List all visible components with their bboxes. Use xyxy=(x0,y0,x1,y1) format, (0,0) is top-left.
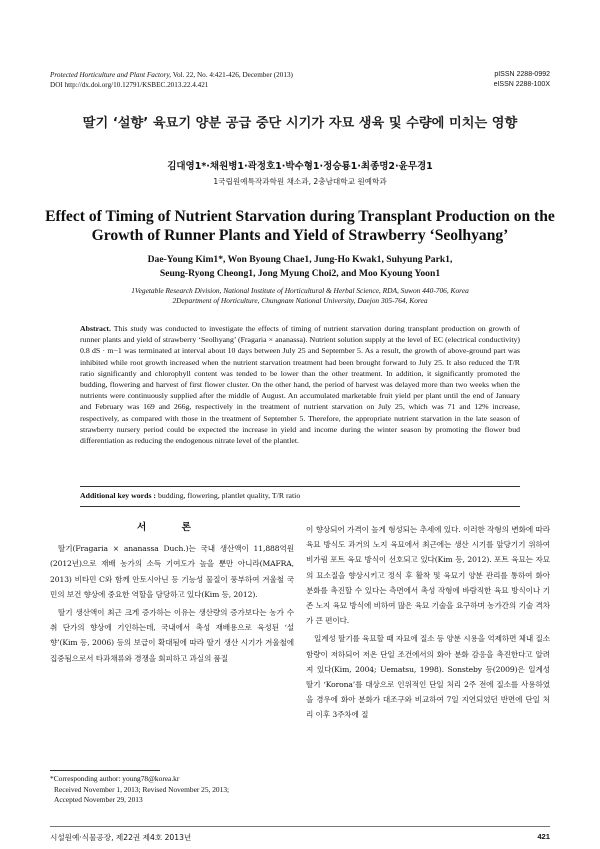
english-title: Effect of Timing of Nutrient Starvation during Transplant Production on the Growth of Runner Plants and Yield of Strawberry ‘Seolhyang’ xyxy=(45,208,555,244)
volume-info: Vol. 22, No. 4:421-426, December (2013) xyxy=(171,71,293,79)
keywords xyxy=(80,491,520,500)
corresponding-author: *Corresponding author: young78@korea.kr xyxy=(50,774,180,783)
section-heading: 서 론 xyxy=(137,522,207,533)
keywords-text: budding, flowering, plantlet quality, T/R ratio xyxy=(156,491,301,500)
footer-journal: 시설원예·식물공장, 제22권 제4호 2013년 xyxy=(50,833,192,842)
abstract-label: Abstract. xyxy=(80,324,111,333)
citation-block xyxy=(50,70,293,90)
eissn: eISSN 2288-100X xyxy=(493,81,550,88)
body-paragraph: 딸기 생산액이 최근 크게 증가하는 이유는 생산량의 증가보다는 농가 수취 단가의 향상에 기인하는데, 국내에서 촉성 재배용으로 육성된 ‘설향’(Kim 등, 2006) 등의 보급이 확대됨에 따라 딸기 생산 시기가 겨울철에 집중됨으로서 타과채류와 경쟁을 회피하고 과실의 품질 xyxy=(50,608,294,663)
body-paragraph: 딸기(Fragaria × ananassa Duch.)는 국내 생산액이 11,888억원(2012년)으로 재배 농가의 소득 기여도가 높을 뿐만 아니라(MAFRA, 2013) 비타민 C와 함께 안토시아닌 등 기능성 물질이 풍부하여 겨울철 국민의 보건 향상에 중요한 역할을 담당하고 있다(Kim 등, 2012). xyxy=(50,544,294,599)
korean-affiliations: 1국립원예특작과학원 채소과, 2충남대학교 원예학과 xyxy=(213,177,387,186)
doi-link[interactable]: DOI http://dx.doi.org/10.12791/KSBEC.2013.22.4.421 xyxy=(50,81,209,89)
affiliation-2: 2Department of Horticulture, Chungnam National University, Daejon 305-764, Korea xyxy=(172,296,428,305)
keywords-rule-top xyxy=(80,486,520,487)
abstract xyxy=(80,323,520,446)
body-paragraph: 일계성 딸기를 육묘할 때 자묘에 질소 등 양분 시용을 억제하면 체내 질소 함량이 저하되어 저온 단일 조건에서의 화아 분화 감응을 촉진한다고 알려져 있다(Kim, 2004; Uematsu, 1998). Sonsteby 등(2009)은 일계성 딸기 ‘Korona’를 대상으로 인위적인 단일 처리 2주 전에 질소를 사용하였을 경우에 화아 분화가 대조구와 비교하여 7일 지연되었던 반면에 단일 처리 이후 3주차에 질 xyxy=(306,634,550,720)
body-paragraph: 이 향상되어 가격이 높게 형성되는 추세에 있다. 이러한 작형의 변화에 따라 육묘 방식도 과거의 노지 육묘에서 최근에는 생산 시기를 앞당기기 위하여 비가림 포트 육묘 방식이 선호되고 있다(Kim 등, 2012). 포트 육묘는 자묘의 묘소질을 향상시키고 정식 후 활착 및 육묘기 양분 관리를 통하여 화아 분화를 촉진할 수 있다는 측면에서 촉성 작형에 바람직한 육묘 방식이나 기존 노지 육묘 방식에 비하여 많은 육묘 기술을 요구하며 농가간의 기술 격차가 큰 편이다. xyxy=(306,525,550,626)
affiliation-1: 1Vegetable Research Division, National Institute of Horticultural & Herbal Science, RDA, Suwon 440-706, Korea xyxy=(131,286,469,295)
body-left-column xyxy=(50,520,294,669)
body-right-column xyxy=(306,522,550,726)
korean-authors: 김대영1*·채원병1·곽정호1·박수형1·정승룡1·최종명2·윤무경1 xyxy=(167,161,433,172)
received-dates: Received November 1, 2013; Revised November 25, 2013; xyxy=(54,784,230,794)
keywords-rule-bottom xyxy=(80,506,520,507)
journal-name: Protected Horticulture and Plant Factory, xyxy=(50,71,172,79)
english-affiliations xyxy=(40,286,560,306)
accepted-date: Accepted November 29, 2013 xyxy=(54,795,143,805)
keywords-label: Additional key words : xyxy=(80,491,157,500)
issn-block xyxy=(494,70,550,90)
footnote-rule xyxy=(50,770,160,771)
english-authors xyxy=(40,253,560,281)
abstract-text: This study was conducted to investigate the effects of timing of nutrient starvation during transplant production on growth of runner plants and yield of strawberry ‘Seolhyang’ (Fragaria × ananassa). Nutrient solution supply at the level of EC (electrical conductivity) 0.8 dS · m−1 was terminated at interval about 10 days between July 25 and September 5. As a result, the growth of above-ground part was inhibited while root growth increased when the nutrient starvation treatment had been brought forward to July 25. It also reduced the T/R ratio significantly and chlorophyll content was tended to be lower than the other treatment. In addition, it significantly promoted the budding, flowering and harvest of first flower cluster. On the other hand, the period of harvest was delayed more than two weeks when the nutrients were continuously supplied after the middle of August. An accumulated marketable fruit yield per plant until the end of January and February was 169 and 266g, respectively in the treatment of nutrient starvation on July 25, which was 71 and 12% increase, respectively, as compared with those in the treatment of September 5. Therefore, the appropriate nutrient starvation in the late season of strawberry nursery period could be expected the increase in yield and income during the winter season by promoting the flower bud differentiation as reducing the endogenous nitrate level of the plantlet. xyxy=(80,324,520,446)
authors-line-2: Seung-Ryong Cheong1, Jong Myung Choi2, and Moo Kyoung Yoon1 xyxy=(159,268,441,279)
page-number: 421 xyxy=(537,832,550,841)
korean-title: 딸기 ‘설향’ 육묘기 양분 공급 중단 시기가 자묘 생육 및 수량에 미치는 영향 xyxy=(82,116,518,131)
footnote xyxy=(50,774,300,806)
authors-line-1: Dae-Young Kim1*, Won Byoung Chae1, Jung-Ho Kwak1, Suhyung Park1, xyxy=(147,254,453,265)
pissn: pISSN 2288-0992 xyxy=(494,71,550,78)
footer-rule xyxy=(50,826,550,827)
